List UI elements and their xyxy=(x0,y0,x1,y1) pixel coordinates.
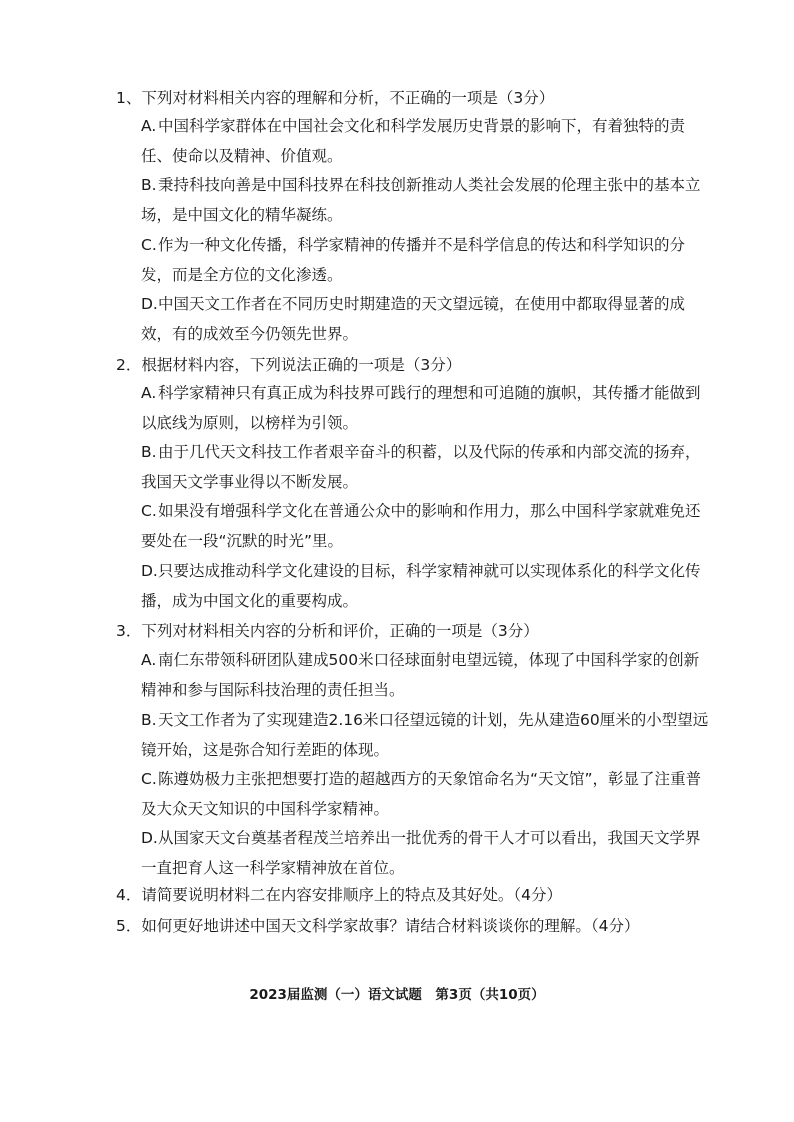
question-2-stem: 2．根据材料内容，下列说法正确的一项是（3分） xyxy=(116,356,462,374)
question-3-option-d xyxy=(141,823,714,883)
question-3-stem: 3．下列对材料相关内容的分析和评价，正确的一项是（3分） xyxy=(116,622,539,640)
question-1-option-c xyxy=(141,230,714,290)
question-5-stem: 5．如何更好地讲述中国天文科学家故事？请结合材料谈谈你的理解。（4分） xyxy=(116,917,640,935)
question-1-stem: 1、下列对材料相关内容的理解和分析，不正确的一项是（3分） xyxy=(116,89,555,107)
option-text: 天文工作者为了实现建造2.16米口径望远镜的计划，先从建造60厘米的小型望远镜开始，这是弥合知行差距的体现。 xyxy=(141,711,709,759)
option-label: B. xyxy=(141,711,157,729)
option-text: 由于几代天文科技工作者艰辛奋斗的积蓄，以及代际的传承和内部交流的扬弃，我国天文学事业得以不断发展。 xyxy=(141,443,701,491)
question-3-option-c xyxy=(141,764,714,824)
option-label: D. xyxy=(141,295,158,313)
question-4-stem: 4．请简要说明材料二在内容安排顺序上的特点及其好处。（4分） xyxy=(116,886,562,904)
option-label: B. xyxy=(141,176,157,194)
question-1-option-b xyxy=(141,170,714,230)
question-1-option-a xyxy=(141,111,714,171)
question-1-option-d xyxy=(141,289,714,349)
option-text: 中国科学家群体在中国社会文化和科学发展历史背景的影响下，有着独特的责任、使命以及精神、价值观。 xyxy=(141,117,686,165)
option-label: B. xyxy=(141,443,157,461)
option-label: A. xyxy=(141,384,157,402)
option-text: 如果没有增强科学文化在普通公众中的影响和作用力，那么中国科学家就难免还要处在一段“沉默的时光”里。 xyxy=(141,502,701,550)
option-label: C. xyxy=(141,236,157,254)
page-footer: 2023届监测（一）语文试题 第3页（共10页） xyxy=(249,987,545,1003)
question-3-option-b xyxy=(141,705,714,765)
option-label: D. xyxy=(141,829,158,847)
question-2-option-b xyxy=(141,437,714,497)
option-text: 中国天文工作者在不同历史时期建造的天文望远镜，在使用中都取得显著的成效，有的成效至今仍领先世界。 xyxy=(141,295,686,343)
option-text: 秉持科技向善是中国科技界在科技创新推动人类社会发展的伦理主张中的基本立场，是中国文化的精华凝练。 xyxy=(141,176,701,224)
option-label: D. xyxy=(141,562,158,580)
option-text: 南仁东带领科研团队建成500米口径球面射电望远镜，体现了中国科学家的创新精神和参与国际科技治理的责任担当。 xyxy=(141,651,700,699)
option-text: 作为一种文化传播，科学家精神的传播并不是科学信息的传达和科学知识的分发，而是全方位的文化渗透。 xyxy=(141,236,686,284)
question-3-option-a xyxy=(141,645,714,705)
question-2-option-a xyxy=(141,378,714,438)
option-label: C. xyxy=(141,770,157,788)
option-label: A. xyxy=(141,117,157,135)
question-2-option-c xyxy=(141,496,714,556)
option-text: 陈遵妫极力主张把想要打造的超越西方的天象馆命名为“天文馆”，彰显了注重普及大众天文知识的中国科学家精神。 xyxy=(141,770,702,818)
option-label: A. xyxy=(141,651,157,669)
question-2-option-d xyxy=(141,556,714,616)
option-text: 只要达成推动科学文化建设的目标，科学家精神就可以实现体系化的科学文化传播，成为中国文化的重要构成。 xyxy=(141,562,701,610)
option-label: C. xyxy=(141,502,157,520)
option-text: 从国家天文台奠基者程茂兰培养出一批优秀的骨干人才可以看出，我国天文学界一直把育人这一科学家精神放在首位。 xyxy=(141,829,701,877)
option-text: 科学家精神只有真正成为科技界可践行的理想和可追随的旗帜，其传播才能做到以底线为原则，以榜样为引领。 xyxy=(141,384,701,432)
